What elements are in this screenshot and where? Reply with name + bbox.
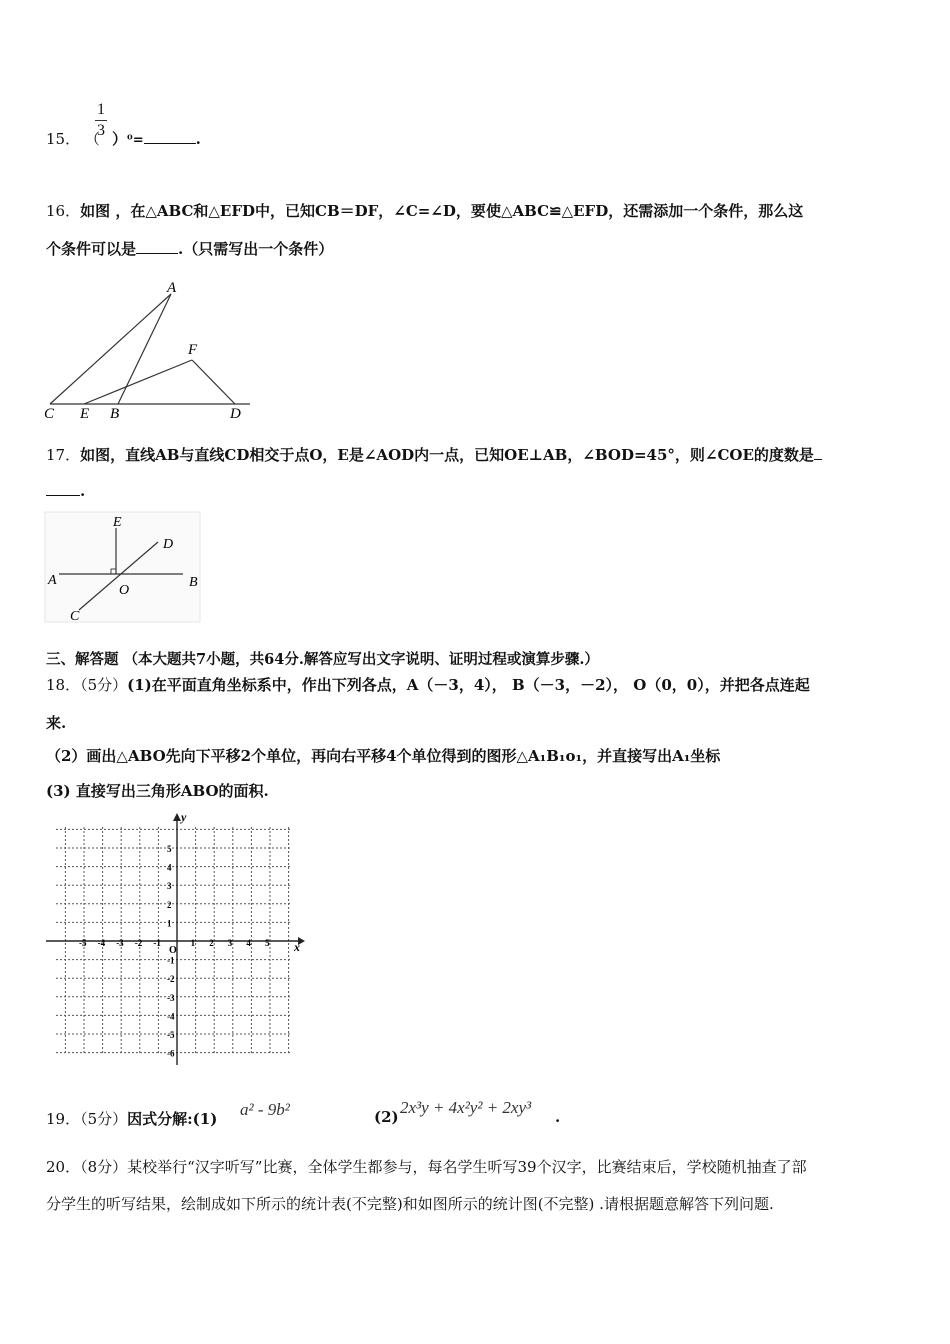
y-tick-label: 4 xyxy=(167,862,172,873)
y-tick-label: -5 xyxy=(167,1030,175,1040)
label-d: D xyxy=(163,537,174,552)
x-tick-label: -2 xyxy=(134,938,143,948)
y-tick-label: -4 xyxy=(167,1011,175,1022)
q15-frac-numerator: 1 xyxy=(97,101,105,118)
q19 xyxy=(46,1108,217,1129)
label-e: E xyxy=(80,406,90,422)
q17-line2 xyxy=(46,481,85,500)
q20-text-1: 某校举行“汉字听写”比赛，全体学生都参与，每名学生听写39个汉字，比赛结束后，学校随机抽查了部 xyxy=(127,1158,807,1176)
q16-line2 xyxy=(46,238,333,259)
q19-end: . xyxy=(555,1108,561,1126)
q18-part1: (1)在平面直角坐标系中，作出下列各点，A（－3，4）， B（－3，－2）， O（0，0），并把各点连起 xyxy=(127,676,810,694)
figure-frame xyxy=(45,512,200,622)
x-tick-label: 2 xyxy=(209,938,214,948)
label-c: C xyxy=(70,609,80,624)
label-f: F xyxy=(188,342,198,358)
q17-answer-blank-a[interactable] xyxy=(814,445,822,460)
q15-open-paren: （ xyxy=(84,130,100,148)
q17-text-1: 如图，直线AB与直线CD相交于点O，E是∠AOD内一点，已知OE⊥AB，∠BOD=45°，则∠COE的度数是 xyxy=(80,446,814,464)
q19-expression-2: 2x³y + 4x²y² + 2xy³ xyxy=(400,1098,532,1117)
q18-coordinate-grid xyxy=(46,810,306,1065)
y-tick-label: -6 xyxy=(167,1048,175,1059)
q16-line1 xyxy=(46,200,803,221)
label-o: O xyxy=(119,583,130,598)
x-tick-label: 3 xyxy=(227,938,233,948)
label-d: D xyxy=(230,406,241,422)
q16-text-2a: 个条件可以是 xyxy=(46,240,137,258)
label-c: C xyxy=(44,406,55,422)
q18-number: 18． xyxy=(46,676,81,694)
q17-text-2: . xyxy=(80,482,86,500)
q18-part3: (3) 直接写出三角形ABO的面积. xyxy=(46,782,269,800)
y-tick-label: 5 xyxy=(167,844,172,854)
x-tick-label: -4 xyxy=(97,938,106,948)
label-e: E xyxy=(113,515,122,530)
label-a: A xyxy=(48,573,57,588)
q17-number: 17． xyxy=(46,446,81,464)
y-tick-label: 3 xyxy=(167,881,172,892)
label-a: A xyxy=(167,280,177,296)
y-tick-label: -2 xyxy=(167,974,175,985)
y-tick-label: -3 xyxy=(167,992,175,1003)
y-axis-label: y xyxy=(181,810,187,824)
y-tick-label: 1 xyxy=(167,918,172,929)
y-axis-arrow xyxy=(173,813,181,821)
q15-close-paren: ） xyxy=(112,130,128,148)
q17-lines-figure xyxy=(45,512,200,622)
q20-number: 20． xyxy=(46,1158,81,1176)
origin-label: O xyxy=(169,945,177,956)
q17-answer-blank-b[interactable] xyxy=(46,481,80,496)
q19-part2-label: (2) xyxy=(374,1108,399,1126)
q16-answer-blank[interactable] xyxy=(136,239,178,254)
q18-part2: （2）画出△ABO先向下平移2个单位，再向右平移4个单位得到的图形△A₁B₁o₁，并直接写出A₁坐标 xyxy=(46,747,721,765)
q17-line1 xyxy=(46,444,822,465)
section-3-heading: 三、解答题 （本大题共7小题，共64分.解答应写出文字说明、证明过程或演算步骤.） xyxy=(46,651,599,668)
q18-score: （5分） xyxy=(80,676,128,694)
q16-triangle-figure xyxy=(40,280,250,420)
q18-part1-cont: 来. xyxy=(46,714,67,732)
x-tick-label: 4 xyxy=(246,938,251,948)
q15-answer-blank[interactable] xyxy=(144,129,196,144)
q15-tail xyxy=(112,128,201,149)
fraction-bar xyxy=(95,120,107,121)
x-tick-label: -1 xyxy=(153,938,161,948)
q15-exponent-equals: ⁰= xyxy=(127,133,144,148)
label-b: B xyxy=(189,575,198,590)
q18-line1 xyxy=(46,674,810,695)
x-tick-label: 5 xyxy=(265,938,270,948)
segment-fd xyxy=(192,360,235,404)
q16-number: 16． xyxy=(46,202,81,220)
q20-line2: 分学生的听写结果，绘制成如下所示的统计表(不完整)和如图所示的统计图(不完整) .请根据题意解答下列问题. xyxy=(46,1195,774,1213)
q15-frac-denominator: 3 xyxy=(97,122,105,139)
y-tick-label: 2 xyxy=(167,899,172,910)
x-tick-label: -3 xyxy=(116,938,124,948)
q15-fraction xyxy=(95,102,107,139)
x-tick-label: -5 xyxy=(79,938,87,948)
q15-end: . xyxy=(195,130,201,148)
x-tick-label: 1 xyxy=(190,938,196,948)
q19-expression-1: a² - 9b² xyxy=(240,1100,290,1119)
q15-number: 15． xyxy=(46,130,81,148)
q20-score: （8分） xyxy=(80,1158,128,1176)
q19-score: （5分） xyxy=(80,1110,128,1128)
segment-ef xyxy=(84,360,192,404)
q20-line1 xyxy=(46,1156,807,1177)
q16-text-1: 如图 ，在△ABC和△EFD中，已知CB＝DF，∠C=∠D，要使△ABC≌△EFD，还需添加一个条件，那么这 xyxy=(80,202,804,220)
y-tick-label: -1 xyxy=(167,955,175,966)
x-axis-label: x xyxy=(294,940,300,954)
q19-label: 因式分解:(1) xyxy=(127,1110,218,1128)
q19-number: 19． xyxy=(46,1110,81,1128)
segment-ca xyxy=(50,294,171,404)
label-b: B xyxy=(110,406,120,422)
q15 xyxy=(46,128,100,149)
q16-text-2b: .（只需写出一个条件） xyxy=(178,240,334,258)
